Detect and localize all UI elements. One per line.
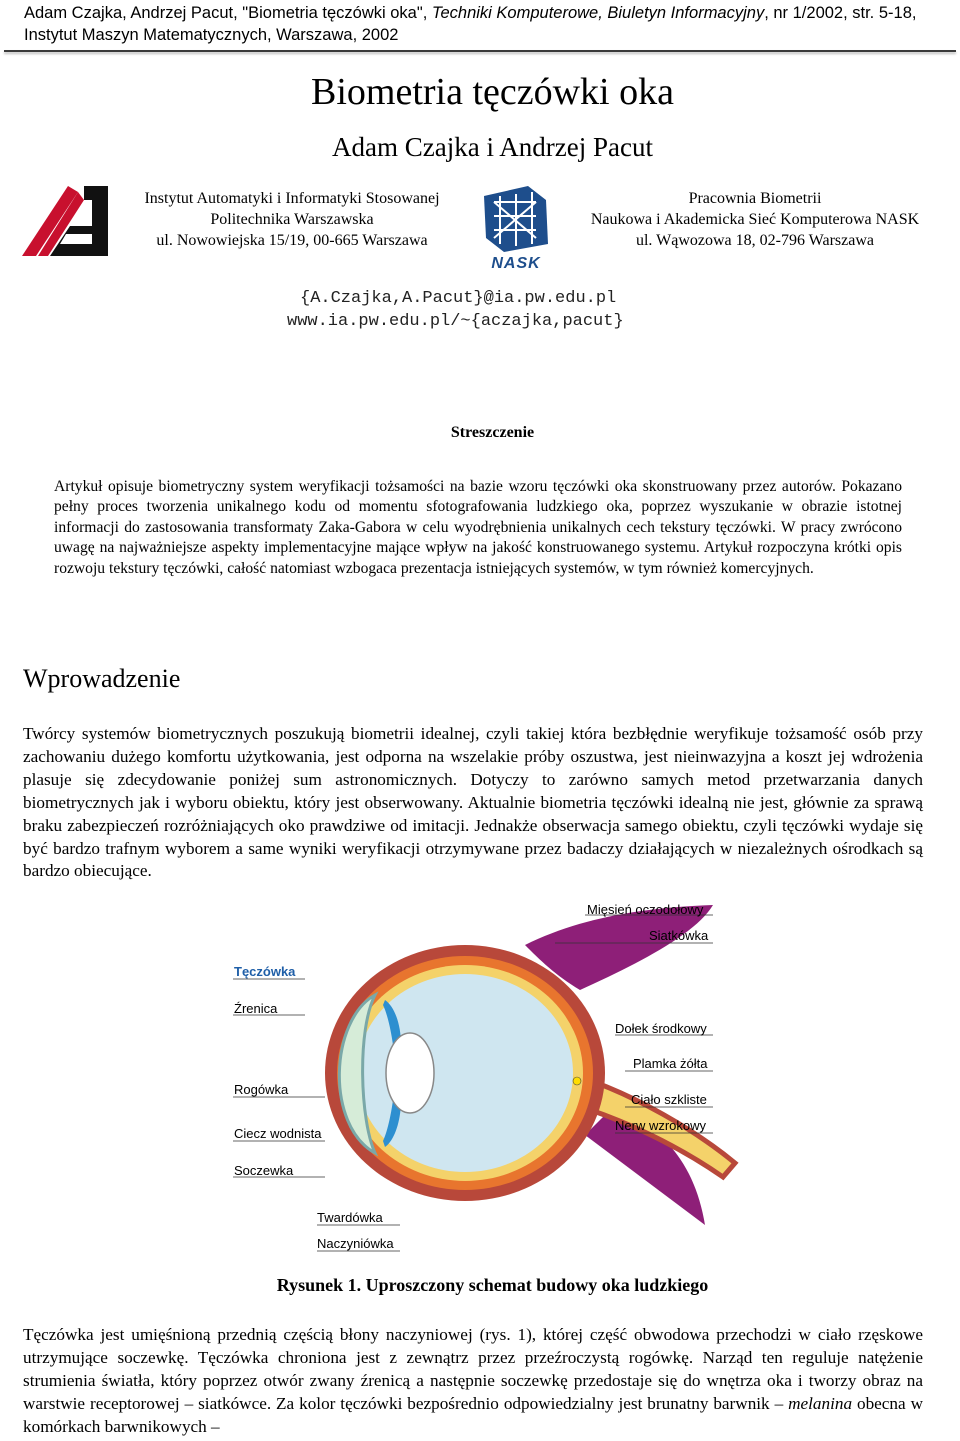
label-miesien: Mięsień oczodołowy (587, 902, 704, 917)
paper-authors: Adam Czajka i Andrzej Pacut (332, 132, 653, 162)
contact-web: www.ia.pw.edu.pl/~{aczajka,pacut} (287, 312, 624, 331)
body-text-2: obecna w komórkach barwnikowych – (23, 1393, 923, 1436)
label-plamka: Plamka żółta (633, 1056, 708, 1071)
citation-rest: , nr 1/2002, str. 5-18, Instytut Maszyn Matematycznych, Warszawa, 2002 (24, 4, 917, 44)
ia-logo-icon (22, 186, 110, 256)
label-dolek: Dołek środkowy (615, 1021, 707, 1036)
affiliation-right-line3: ul. Wąwozowa 18, 02-796 Warszawa (635, 232, 875, 249)
header-divider (4, 50, 956, 52)
abstract-text: Artykuł opisuje biometryczny system weryfikacji tożsamości na bazie wzoru tęczówki oka skonstruowany przez autorów. Pokazano pełny proces tworzenia unikalnego kodu od momentu sfotografowania ludzkiego oka, poprzez wyszukanie w obrazie istotnej informacji do zastosowania transformaty Zaka-Gabora w celu wyodrębnienia unikalnych cech tekstury tęczówki. W pracy zwrócono uwagę na najważniejsze aspekty implementacyjne mające wpływ na jakość konstruowanego systemu. Artykuł rozpoczyna krótki opis rozwoju tekstury tęczówki, całość natomiast wzbogaca prezentacja istniejących systemów, w tym również komercyjnych. (54, 478, 902, 577)
page-title: Biometria tęczówki oka (311, 71, 674, 113)
citation-authors: Adam Czajka, Andrzej Pacut, "Biometria tęczówki oka", (24, 4, 428, 22)
body-paragraph (23, 1324, 923, 1439)
citation-journal: Techniki Komputerowe, Biuletyn Informacyjny (431, 4, 765, 22)
macula-marker (573, 1077, 581, 1085)
eye-diagram (225, 895, 745, 1260)
label-zrenica: Źrenica (234, 1001, 278, 1016)
label-teczowka: Tęczówka (234, 964, 296, 979)
intro-paragraph: Twórcy systemów biometrycznych poszukują biometrii idealnej, czyli takiej która bezbłędnie weryfikuje tożsamość osób przy zachowaniu dużego komfortu użytkowania, jest odporna na wszelakie próby oszustwa, jest nieinwazyjna a koszt jej wdrożenia plasuje się zdecydowanie poniżej sum astronomicznych. Dotyczy to zarówno samych metod przetwarzania danych biometrycznych jak i wyboru obiektu, który jest obserwowany. Aktualnie biometria tęczówki idealną nie jest, głównie za sprawą braku zabezpieczeń rozróżniających oko prawdziwe od imitacji. Jednakże obserwacja samego obiektu, czyli tęczówki wydaje się być bardzo trafnym wyborem a same wyniki weryfikacji otrzymywane przez badaczy działających w niezależnych ośrodkach są bardzo obiecujące. (23, 724, 923, 881)
affiliation-left-line3: ul. Nowowiejska 15/19, 00-665 Warszawa (156, 232, 428, 249)
affiliation-left-line1: Instytut Automatyki i Informatyki Stosowanej (144, 190, 440, 207)
affiliation-right (565, 188, 945, 251)
label-twardowka: Twardówka (317, 1210, 383, 1225)
nask-logo (480, 186, 552, 272)
citation-header (24, 2, 936, 46)
section-heading: Wprowadzenie (23, 664, 181, 693)
affiliation-right-line1: Pracownia Biometrii (688, 190, 822, 207)
body-text-1: Tęczówka jest umięśnioną przednią częścią błony naczyniowej (rys. 1), której część obwodowa przechodzi w ciało rzęskowe utrzymujące soczewkę. Tęczówka chroniona jest z zewnątrz przez przeźroczystą rogówkę. Narząd ten reguluje natężenie strumienia światła, który poprzez otwór zwany źrenicą a następnie soczewkę przedostaje się do wnętrza oka i tworzy obraz na warstwie receptorowej – siatkówce. Za kolor tęczówki bezpośrednio odpowiedzialny jest brunatny barwnik – (23, 1325, 923, 1413)
label-rogowka: Rogówka (234, 1082, 289, 1097)
label-nerw: Nerw wzrokowy (615, 1118, 707, 1133)
nask-logo-icon (480, 186, 552, 252)
label-naczyniowka: Naczyniówka (317, 1236, 394, 1251)
abstract-heading: Streszczenie (450, 424, 535, 441)
affiliation-right-line2: Naukowa i Akademicka Sieć Komputerowa NASK (590, 211, 920, 228)
contact-email: {A.Czajka,A.Pacut}@ia.pw.edu.pl (300, 289, 617, 308)
body-italic-term: melanina (788, 1393, 853, 1413)
label-ciecz: Ciecz wodnista (234, 1126, 322, 1141)
lens-shape (386, 1033, 434, 1113)
affiliation-left-line2: Politechnika Warszawska (210, 211, 374, 228)
nask-logo-text: NASK (491, 255, 541, 272)
figure-caption: Rysunek 1. Uproszczony schemat budowy oka ludzkiego (276, 1275, 709, 1295)
label-soczewka: Soczewka (234, 1163, 294, 1178)
label-siatkowka: Siatkówka (649, 928, 709, 943)
label-cialo: Ciało szkliste (631, 1092, 707, 1107)
affiliation-left (112, 188, 472, 251)
